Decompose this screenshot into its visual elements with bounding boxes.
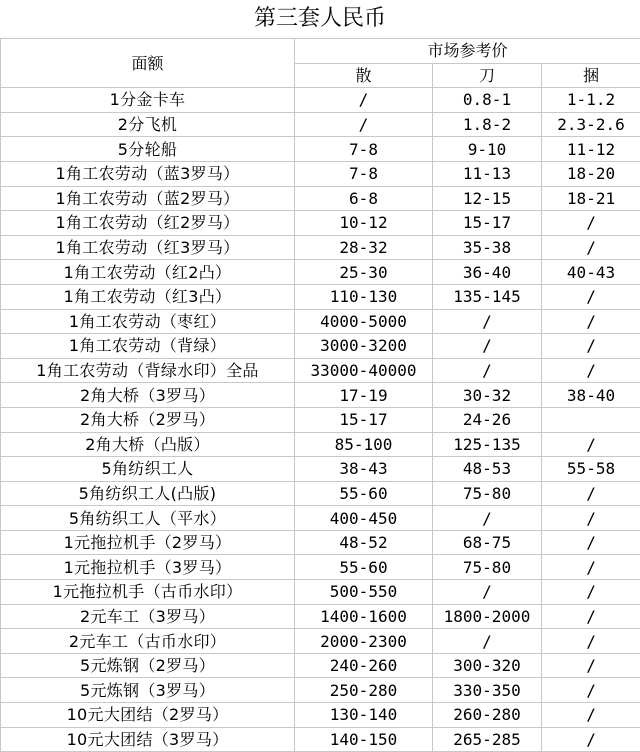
knife-price-cell: 12-15 [433, 186, 542, 211]
knife-price-cell: / [433, 358, 542, 383]
loose-price-cell: 2000-2300 [295, 629, 433, 654]
denomination-cell: 1角工农劳动（红2罗马） [1, 211, 295, 236]
bundle-price-cell: 11-12 [542, 137, 640, 162]
table-row [1, 260, 640, 285]
table-row [1, 161, 640, 186]
table-row [1, 432, 640, 457]
table-row [1, 407, 640, 432]
denomination-cell: 5元炼钢（2罗马） [1, 653, 295, 678]
loose-price-cell: 4000-5000 [295, 309, 433, 334]
loose-price-cell: 250-280 [295, 678, 433, 703]
bundle-price-cell: / [542, 678, 640, 703]
knife-price-cell: / [433, 506, 542, 531]
knife-price-cell: 15-17 [433, 211, 542, 236]
bundle-header: 捆 [542, 63, 640, 88]
knife-price-cell: / [433, 309, 542, 334]
loose-price-cell: 48-52 [295, 530, 433, 555]
table-row [1, 678, 640, 703]
denomination-cell: 5角纺织工人 [1, 457, 295, 482]
table-row [1, 481, 640, 506]
bundle-price-cell: / [542, 703, 640, 728]
loose-price-cell: 130-140 [295, 703, 433, 728]
knife-price-cell: 35-38 [433, 235, 542, 260]
table-row [1, 530, 640, 555]
table-row [1, 727, 640, 752]
sheet-title: 第三套人民币 [0, 0, 640, 38]
bundle-price-cell: / [542, 284, 640, 309]
table-row [1, 137, 640, 162]
knife-price-cell: 30-32 [433, 383, 542, 408]
bundle-price-cell: 18-20 [542, 161, 640, 186]
denomination-cell: 2角大桥（2罗马） [1, 407, 295, 432]
denomination-cell: 5元炼钢（3罗马） [1, 678, 295, 703]
table-row [1, 334, 640, 359]
bundle-price-cell: / [542, 235, 640, 260]
loose-price-cell: 25-30 [295, 260, 433, 285]
loose-price-cell: 140-150 [295, 727, 433, 752]
table-row [1, 555, 640, 580]
denomination-cell: 1角工农劳动（背绿） [1, 334, 295, 359]
denomination-cell: 2元车工（古币水印） [1, 629, 295, 654]
loose-price-cell: 400-450 [295, 506, 433, 531]
loose-price-cell: / [295, 88, 433, 113]
price-rows [1, 88, 640, 752]
table-row [1, 653, 640, 678]
denomination-cell: 1元拖拉机手（古币水印） [1, 580, 295, 605]
loose-price-cell: 55-60 [295, 481, 433, 506]
knife-price-cell: 75-80 [433, 481, 542, 506]
table-row [1, 284, 640, 309]
bundle-price-cell: 38-40 [542, 383, 640, 408]
bundle-price-cell: 40-43 [542, 260, 640, 285]
loose-price-cell: 500-550 [295, 580, 433, 605]
knife-price-cell: 36-40 [433, 260, 542, 285]
knife-price-cell: 135-145 [433, 284, 542, 309]
bundle-price-cell: / [542, 727, 640, 752]
loose-price-cell: 240-260 [295, 653, 433, 678]
bundle-price-cell: 1-1.2 [542, 88, 640, 113]
loose-price-cell: 15-17 [295, 407, 433, 432]
denomination-cell: 1角工农劳动（蓝2罗马） [1, 186, 295, 211]
denomination-cell: 1角工农劳动（红3罗马） [1, 235, 295, 260]
bundle-price-cell: / [542, 555, 640, 580]
market-price-header: 市场参考价 [295, 39, 640, 64]
loose-header: 散 [295, 63, 433, 88]
table-row [1, 604, 640, 629]
table-row [1, 235, 640, 260]
denomination-cell: 5角纺织工人(凸版) [1, 481, 295, 506]
knife-header: 刀 [433, 63, 542, 88]
loose-price-cell: 7-8 [295, 137, 433, 162]
loose-price-cell: 6-8 [295, 186, 433, 211]
knife-price-cell: 1800-2000 [433, 604, 542, 629]
table-row [1, 457, 640, 482]
denomination-cell: 1角工农劳动（红3凸） [1, 284, 295, 309]
knife-price-cell: 48-53 [433, 457, 542, 482]
denomination-cell: 2元车工（3罗马） [1, 604, 295, 629]
table-row [1, 629, 640, 654]
knife-price-cell: 265-285 [433, 727, 542, 752]
loose-price-cell: 17-19 [295, 383, 433, 408]
denomination-cell: 1角工农劳动（红2凸） [1, 260, 295, 285]
bundle-price-cell: / [542, 358, 640, 383]
denomination-cell: 10元大团结（2罗马） [1, 703, 295, 728]
table-row [1, 88, 640, 113]
knife-price-cell: 9-10 [433, 137, 542, 162]
knife-price-cell: / [433, 629, 542, 654]
table-row [1, 112, 640, 137]
denomination-cell: 1角工农劳动（蓝3罗马） [1, 161, 295, 186]
loose-price-cell: / [295, 112, 433, 137]
table-row [1, 186, 640, 211]
denomination-cell: 2角大桥（3罗马） [1, 383, 295, 408]
bundle-price-cell: / [542, 629, 640, 654]
knife-price-cell: 75-80 [433, 555, 542, 580]
bundle-price-cell: / [542, 309, 640, 334]
knife-price-cell: 125-135 [433, 432, 542, 457]
knife-price-cell: 1.8-2 [433, 112, 542, 137]
bundle-price-cell: / [542, 211, 640, 236]
loose-price-cell: 10-12 [295, 211, 433, 236]
bundle-price-cell: / [542, 506, 640, 531]
table-row [1, 703, 640, 728]
bundle-price-cell: / [542, 653, 640, 678]
denomination-cell: 10元大团结（3罗马） [1, 727, 295, 752]
table-row [1, 580, 640, 605]
denomination-cell: 2分飞机 [1, 112, 295, 137]
table-row [1, 506, 640, 531]
knife-price-cell: 11-13 [433, 161, 542, 186]
denomination-cell: 5角纺织工人（平水） [1, 506, 295, 531]
table-row [1, 358, 640, 383]
loose-price-cell: 110-130 [295, 284, 433, 309]
denomination-cell: 1分金卡车 [1, 88, 295, 113]
bundle-price-cell: / [542, 481, 640, 506]
knife-price-cell: 260-280 [433, 703, 542, 728]
denomination-header: 面额 [1, 39, 295, 88]
table-row [1, 211, 640, 236]
denomination-cell: 1角工农劳动（枣红） [1, 309, 295, 334]
bundle-price-cell: / [542, 432, 640, 457]
knife-price-cell: / [433, 580, 542, 605]
denomination-cell: 2角大桥（凸版） [1, 432, 295, 457]
loose-price-cell: 7-8 [295, 161, 433, 186]
bundle-price-cell: 2.3-2.6 [542, 112, 640, 137]
bundle-price-cell: / [542, 334, 640, 359]
knife-price-cell: / [433, 334, 542, 359]
denomination-cell: 1元拖拉机手（3罗马） [1, 555, 295, 580]
loose-price-cell: 85-100 [295, 432, 433, 457]
knife-price-cell: 330-350 [433, 678, 542, 703]
loose-price-cell: 55-60 [295, 555, 433, 580]
bundle-price-cell [542, 407, 640, 432]
bundle-price-cell: / [542, 530, 640, 555]
bundle-price-cell: 18-21 [542, 186, 640, 211]
denomination-cell: 1角工农劳动（背绿水印）全品 [1, 358, 295, 383]
bundle-price-cell: / [542, 580, 640, 605]
loose-price-cell: 33000-40000 [295, 358, 433, 383]
price-table [0, 38, 640, 752]
denomination-cell: 5分轮船 [1, 137, 295, 162]
loose-price-cell: 28-32 [295, 235, 433, 260]
loose-price-cell: 1400-1600 [295, 604, 433, 629]
knife-price-cell: 300-320 [433, 653, 542, 678]
bundle-price-cell: / [542, 604, 640, 629]
table-row [1, 383, 640, 408]
denomination-cell: 1元拖拉机手（2罗马） [1, 530, 295, 555]
bundle-price-cell: 55-58 [542, 457, 640, 482]
knife-price-cell: 68-75 [433, 530, 542, 555]
loose-price-cell: 38-43 [295, 457, 433, 482]
knife-price-cell: 0.8-1 [433, 88, 542, 113]
table-row [1, 309, 640, 334]
loose-price-cell: 3000-3200 [295, 334, 433, 359]
knife-price-cell: 24-26 [433, 407, 542, 432]
